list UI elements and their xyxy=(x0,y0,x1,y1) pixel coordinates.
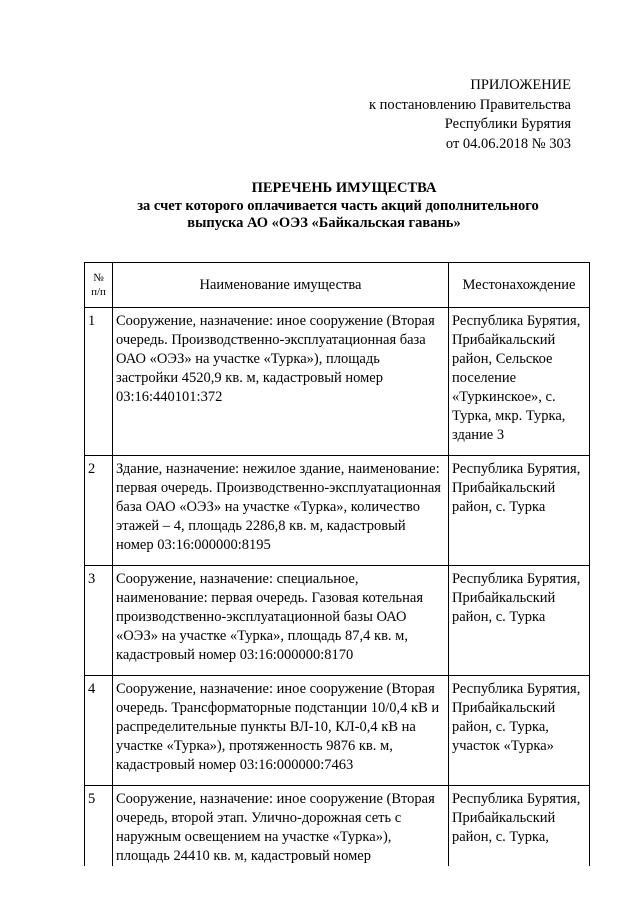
row-location: Республика Бурятия, Прибайкальский район, с. Турка xyxy=(449,566,590,676)
table-row xyxy=(85,566,590,676)
table-row xyxy=(85,308,590,456)
row-property-name: Сооружение, назначение: специальное, наименование: первая очередь. Газовая котельная производственно-эксплуатационной базы ОАО «ОЭЗ» на участке «Турка», площадь 87,4 кв. м, кадастровый номер 03:16:000000:8170 xyxy=(113,566,449,676)
row-number: 5 xyxy=(85,786,113,867)
row-number: 4 xyxy=(85,676,113,786)
row-property-name: Здание, назначение: нежилое здание, наименование: первая очередь. Производственно-эксплуатационная база ОАО «ОЭЗ» на участке «Турка», количество этажей – 4, площадь 2286,8 кв. м, кадастровый номер 03:16:000000:8195 xyxy=(113,456,449,566)
title-line-1: ПЕРЕЧЕНЬ ИМУЩЕСТВА xyxy=(251,180,437,196)
row-location: Республика Бурятия, Прибайкальский район, с. Турка, xyxy=(449,786,590,867)
appendix-decree-ref: к постановлению Правительства xyxy=(369,96,571,113)
appendix-republic: Республики Бурятия xyxy=(444,116,571,132)
title-line-2: за счет которого оплачивается часть акций дополнительного xyxy=(137,197,539,214)
appendix-label: ПРИЛОЖЕНИЕ xyxy=(470,77,571,93)
row-location: Республика Бурятия, Прибайкальский район, с. Турка, участок «Турка» xyxy=(449,676,590,786)
row-property-name: Сооружение, назначение: иное сооружение (Вторая очередь, второй этап. Улично-дорожная сеть с наружным освещением на участке «Турка»), площадь 24410 кв. м, кадастровый номер xyxy=(113,786,449,867)
row-location: Республика Бурятия, Прибайкальский район, Сельское поселение «Туркинское», с. Турка, мкр. Турка, здание 3 xyxy=(449,308,590,456)
table-row xyxy=(85,456,590,566)
row-property-name: Сооружение, назначение: иное сооружение (Вторая очередь. Производственно-эксплуатационная база ОАО «ОЭЗ» на участке «Турка»), площадь застройки 4520,9 кв. м, кадастровый номер 03:16:440101:372 xyxy=(113,308,449,456)
appendix-header xyxy=(369,76,571,154)
header-property-name: Наименование имущества xyxy=(113,263,449,308)
header-number xyxy=(85,263,113,308)
row-number: 2 xyxy=(85,456,113,566)
table-row xyxy=(85,676,590,786)
appendix-date-number: от 04.06.2018 № 303 xyxy=(445,135,571,152)
row-number: 3 xyxy=(85,566,113,676)
header-number-abbr: п/п xyxy=(91,286,106,298)
table-header-row xyxy=(85,263,590,308)
title-line-3: выпуска АО «ОЭЗ «Байкальская гавань» xyxy=(187,215,461,231)
header-location: Местонахождение xyxy=(449,263,590,308)
row-property-name: Сооружение, назначение: иное сооружение (Вторая очередь. Трансформаторные подстанции 10/0,4 кВ и распределительные пункты ВЛ-10, КЛ-0,4 кВ на участке «Турка»), протяженность 9876 кв. м, кадастровый номер 03:16:000000:7463 xyxy=(113,676,449,786)
table-row xyxy=(85,786,590,867)
property-table xyxy=(84,262,590,866)
document-title xyxy=(0,180,640,233)
row-location: Республика Бурятия, Прибайкальский район, с. Турка xyxy=(449,456,590,566)
header-number-sign: № xyxy=(93,272,104,284)
row-number: 1 xyxy=(85,308,113,456)
